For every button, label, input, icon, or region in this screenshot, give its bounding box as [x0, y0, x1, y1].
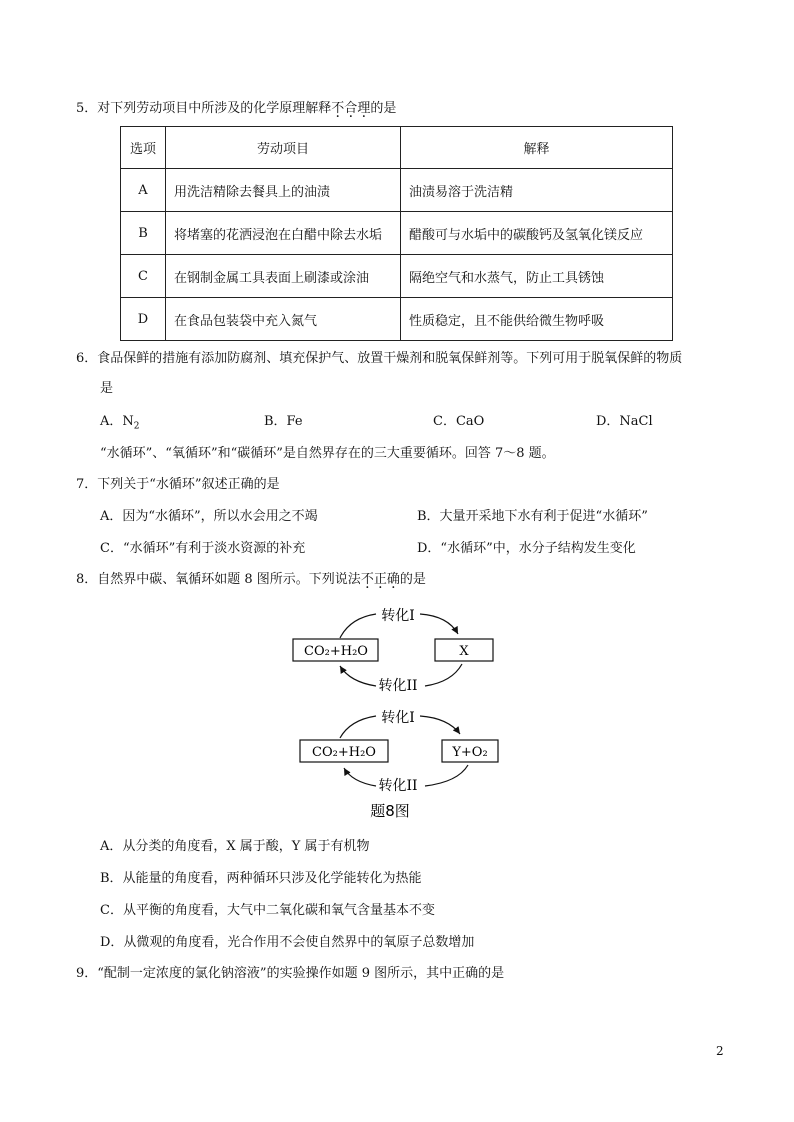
diagram-caption: 题8图 — [370, 802, 410, 820]
box-co2-h2o-label: CO₂+H₂O — [304, 644, 368, 659]
emphasized-char: 理 — [357, 101, 371, 116]
arrow-icon — [344, 768, 376, 786]
row-project: 将堵塞的花洒浸泡在白醋中除去水垢 — [166, 212, 401, 255]
transform-1-label: 转化I — [381, 608, 415, 624]
transform-2-label: 转化II — [378, 778, 418, 794]
cycle-2 — [300, 710, 498, 794]
row-explanation: 醋酸可与水垢中的碳酸钙及氢氧化镁反应 — [401, 212, 673, 255]
q6-stem-line2: 是 — [100, 381, 114, 396]
arc-connector — [340, 716, 376, 738]
arrow-icon — [340, 666, 376, 686]
q8-emphasis — [361, 572, 400, 587]
cycle-1 — [293, 608, 493, 694]
row-option: A — [121, 169, 166, 212]
q6-option-a: A．$N_2$ — [100, 414, 140, 432]
q8-option-b: B．从能量的角度看，两种循环只涉及化学能转化为热能 — [100, 871, 422, 886]
transform-2-label: 转化II — [378, 678, 418, 694]
row-explanation: 性质稳定，且不能供给微生物呼吸 — [401, 298, 673, 341]
q9-stem: 9．“配制一定浓度的氯化钠溶液”的实验操作如题 9 图所示，其中正确的是 — [76, 966, 505, 981]
row-option: D — [121, 298, 166, 341]
header-explanation: 解释 — [401, 127, 673, 169]
header-option: 选项 — [121, 127, 166, 169]
page-number: 2 — [716, 1044, 724, 1058]
q8-stem: 8．自然界中碳、氧循环如题 8 图所示。下列说法不正确的是 — [76, 572, 426, 587]
arrow-icon — [420, 614, 458, 634]
q6-option-d: D．NaCl — [596, 414, 653, 429]
header-project: 劳动项目 — [166, 127, 401, 169]
row-option: B — [121, 212, 166, 255]
q6-stem-line1: 6．食品保鲜的措施有添加防腐剂、填充保护气、放置干燥剂和脱氧保鲜剂等。下列可用于脱氧保鲜的物质 — [76, 351, 683, 366]
table-row — [121, 212, 673, 255]
row-explanation: 油渍易溶于洗洁精 — [401, 169, 673, 212]
arc-connector — [425, 765, 468, 786]
box-x-label: X — [459, 644, 469, 659]
q7-option-b: B．大量开采地下水有利于促进“水循环” — [417, 509, 648, 524]
box-co2-h2o-label: CO₂+H₂O — [312, 745, 376, 760]
q5-stem: 5．对下列劳动项目中所涉及的化学原理解释不合理的是 — [76, 101, 397, 116]
q5-table — [120, 126, 673, 341]
row-explanation: 隔绝空气和水蒸气，防止工具锈蚀 — [401, 255, 673, 298]
q8-option-d: D．从微观的角度看，光合作用不会使自然界中的氧原子总数增加 — [100, 935, 475, 950]
arrow-icon — [420, 716, 460, 734]
row-project: 在食品包装袋中充入氮气 — [166, 298, 401, 341]
carbon-oxygen-cycle-diagram — [280, 598, 520, 823]
row-project: 在钢制金属工具表面上刷漆或涂油 — [166, 255, 401, 298]
q6-option-c: C．CaO — [433, 414, 485, 429]
row-project: 用洗洁精除去餐具上的油渍 — [166, 169, 401, 212]
table-row — [121, 169, 673, 212]
emphasized-char: 不 — [360, 572, 374, 587]
row-option: C — [121, 255, 166, 298]
box-y-o2-label: Y+O₂ — [452, 745, 488, 760]
q7-option-d: D．“水循环”中，水分子结构发生变化 — [417, 541, 636, 556]
q8-option-c: C．从平衡的角度看，大气中二氧化碳和氧气含量基本不变 — [100, 903, 435, 918]
table-row — [121, 255, 673, 298]
q8-option-a: A．从分类的角度看，X 属于酸，Y 属于有机物 — [100, 839, 370, 854]
table-row — [121, 298, 673, 341]
q7-option-c: C．“水循环”有利于淡水资源的补充 — [100, 541, 306, 556]
q7-stem: 7．下列关于“水循环”叙述正确的是 — [76, 477, 280, 492]
q7-option-a: A．因为“水循环”，所以水会用之不竭 — [100, 509, 318, 524]
transform-1-label: 转化I — [381, 710, 415, 726]
table-header-row — [121, 127, 673, 169]
arc-connector — [340, 614, 376, 638]
q5-emphasis — [331, 101, 370, 116]
intro-7-8: “水循环”、“氧循环”和“碳循环”是自然界存在的三大重要循环。回答 7～8 题。 — [100, 446, 555, 461]
emphasized-char: 不 — [331, 101, 345, 116]
emphasized-char: 确 — [386, 572, 400, 587]
emphasized-char: 合 — [344, 101, 358, 116]
arc-connector — [425, 664, 462, 686]
q6-option-b: B．Fe — [264, 414, 303, 429]
emphasized-char: 正 — [373, 572, 387, 587]
